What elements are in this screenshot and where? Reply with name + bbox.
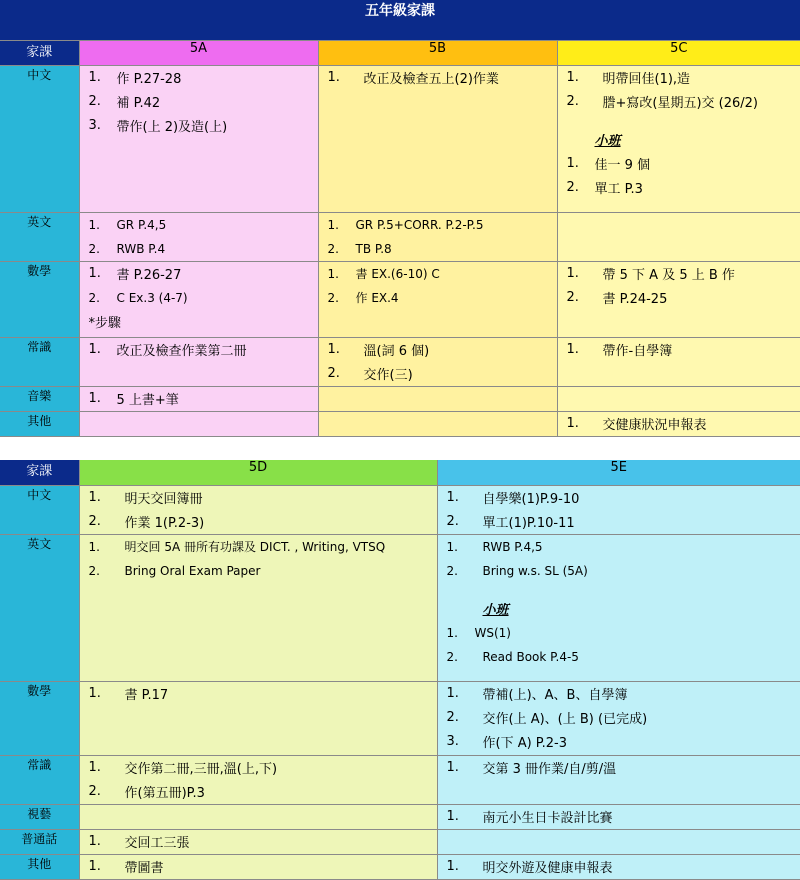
small-class-heading: 小班 <box>558 128 800 152</box>
item-text: 交健康狀況申報表 <box>603 414 800 433</box>
table-row <box>0 681 800 755</box>
item-number: 1. <box>438 490 483 505</box>
item-text: 作業 1(P.2-3) <box>125 512 437 531</box>
list-item <box>558 152 800 176</box>
item-text: 交作(三) <box>364 364 557 383</box>
item-text: 帶作(上 2)及造(上) <box>117 116 318 135</box>
item-text: Bring Oral Exam Paper <box>125 564 437 578</box>
item-text: 單工(1)P.10-11 <box>483 512 800 531</box>
math-note: *步驟 <box>80 310 318 334</box>
item-number: 2. <box>438 564 483 578</box>
table-row <box>0 755 800 804</box>
item-number: 1. <box>80 859 125 874</box>
list-item <box>438 855 800 879</box>
item-text: 明帶回佳(1),造 <box>603 68 800 87</box>
item-number: 1. <box>80 834 125 849</box>
item-text: 帶圖書 <box>125 857 437 876</box>
cell-5a-gs <box>79 337 318 386</box>
list-item <box>80 486 437 510</box>
list-item <box>80 90 318 114</box>
table-row <box>0 386 800 411</box>
column-header-5c: 5C <box>557 40 800 65</box>
item-text: Read Book P.4-5 <box>483 650 800 664</box>
item-number: 1. <box>558 70 603 85</box>
subject-label: 數學 <box>0 681 79 755</box>
small-class-heading: 小班 <box>438 597 800 621</box>
item-number: 1. <box>80 218 117 232</box>
list-item <box>80 780 437 804</box>
list-item <box>438 730 800 754</box>
item-text: 5 上書+筆 <box>117 389 318 408</box>
column-header-5d: 5D <box>79 460 437 485</box>
table-row <box>0 829 800 854</box>
item-number: 1. <box>80 266 117 281</box>
list-item <box>438 510 800 534</box>
subject-label: 英文 <box>0 212 79 261</box>
item-number: 3. <box>438 734 483 749</box>
item-number: 1. <box>80 70 117 85</box>
cell-5e-math <box>437 681 800 755</box>
cell-5d-english <box>79 534 437 681</box>
list-item <box>80 286 318 310</box>
list-item <box>319 213 557 237</box>
list-item <box>80 855 437 879</box>
table-row <box>0 534 800 681</box>
item-text: 改正及檢查作業第二冊 <box>117 340 318 359</box>
item-text: 自學樂(1)P.9-10 <box>483 488 800 507</box>
cell-5b-music <box>318 386 557 411</box>
cell-5a-math <box>79 261 318 337</box>
cell-5b-other <box>318 411 557 436</box>
cell-5c-music <box>557 386 800 411</box>
list-item <box>438 756 800 780</box>
item-text: WS(1) <box>475 626 800 640</box>
item-text: Bring w.s. SL (5A) <box>483 564 800 578</box>
item-number: 2. <box>80 242 117 256</box>
cell-5c-gs <box>557 337 800 386</box>
subject-label: 常識 <box>0 337 79 386</box>
cell-5c-other <box>557 411 800 436</box>
subject-label: 英文 <box>0 534 79 681</box>
item-text: 帶 5 下 A 及 5 上 B 作 <box>603 264 800 283</box>
item-number: 1. <box>319 267 356 281</box>
table-row <box>0 212 800 261</box>
column-header-5e: 5E <box>437 460 800 485</box>
cell-5e-chinese <box>437 485 800 534</box>
item-text: RWB P.4,5 <box>483 540 800 554</box>
list-item <box>438 805 800 829</box>
item-text: 書 P.26-27 <box>117 264 318 283</box>
item-number: 2. <box>80 514 125 529</box>
cell-5d-other <box>79 854 437 879</box>
cell-5d-putonghua <box>79 829 437 854</box>
cell-5a-chinese <box>79 65 318 212</box>
item-text: 補 P.42 <box>117 92 318 111</box>
list-item <box>558 262 800 286</box>
cell-5d-chinese <box>79 485 437 534</box>
subject-label: 中文 <box>0 485 79 534</box>
cell-5b-math <box>318 261 557 337</box>
item-number: 2. <box>319 366 364 381</box>
item-number: 1. <box>80 760 125 775</box>
list-item <box>80 338 318 362</box>
list-item <box>80 510 437 534</box>
item-text: TB P.8 <box>356 242 557 256</box>
subject-label: 中文 <box>0 65 79 212</box>
table-row <box>0 854 800 879</box>
list-item <box>438 645 800 669</box>
homework-table-2 <box>0 460 800 880</box>
item-number: 2. <box>80 291 117 305</box>
item-text: 作 EX.4 <box>356 289 557 306</box>
column-header-5b: 5B <box>318 40 557 65</box>
list-item <box>80 682 437 706</box>
item-number: 1. <box>80 342 117 357</box>
subject-label: 普通話 <box>0 829 79 854</box>
list-item <box>558 90 800 114</box>
list-item <box>319 362 557 386</box>
list-item <box>319 66 557 90</box>
item-number: 1. <box>558 342 603 357</box>
list-item <box>558 412 800 436</box>
cell-5b-english <box>318 212 557 261</box>
subject-label: 數學 <box>0 261 79 337</box>
list-item <box>558 286 800 310</box>
list-item <box>438 706 800 730</box>
item-text: 書 P.17 <box>125 684 437 703</box>
item-text: 改正及檢查五上(2)作業 <box>364 68 557 87</box>
list-item <box>558 176 800 200</box>
list-item <box>80 262 318 286</box>
cell-5c-chinese <box>557 65 800 212</box>
item-text: 單工 P.3 <box>595 178 800 197</box>
subject-label: 音樂 <box>0 386 79 411</box>
cell-5b-chinese <box>318 65 557 212</box>
item-number: 2. <box>438 650 483 664</box>
table-row <box>0 411 800 436</box>
item-number: 2. <box>80 784 125 799</box>
cell-5b-gs <box>318 337 557 386</box>
list-item <box>438 559 800 583</box>
cell-5d-art <box>79 804 437 829</box>
cell-5d-math <box>79 681 437 755</box>
item-number: 2. <box>80 564 125 578</box>
list-item <box>80 237 318 261</box>
item-text: 書 P.24-25 <box>603 288 800 307</box>
subject-label: 其他 <box>0 411 79 436</box>
homework-table-1 <box>0 0 800 437</box>
item-number: 2. <box>80 94 117 109</box>
item-number: 1. <box>80 540 125 554</box>
item-number: 1. <box>319 218 356 232</box>
list-item <box>438 621 800 645</box>
list-item <box>80 830 437 854</box>
cell-5d-gs <box>79 755 437 804</box>
item-text: 南元小生日卡設計比賽 <box>483 807 800 826</box>
cell-5e-other <box>437 854 800 879</box>
column-header-subject: 家課 <box>0 460 79 485</box>
item-number: 3. <box>80 118 117 133</box>
list-item <box>80 66 318 90</box>
item-number: 2. <box>558 94 603 109</box>
item-number: 2. <box>558 180 595 195</box>
table-row <box>0 485 800 534</box>
cell-5a-music <box>79 386 318 411</box>
item-number: 1. <box>319 70 364 85</box>
item-number: 1. <box>438 809 483 824</box>
item-number: 1. <box>80 686 125 701</box>
item-number: 1. <box>438 859 483 874</box>
table-row <box>0 337 800 386</box>
cell-5e-english <box>437 534 800 681</box>
item-text: 謄+寫改(星期五)交 (26/2) <box>603 92 800 111</box>
item-number: 2. <box>438 514 483 529</box>
item-number: 1. <box>558 156 595 171</box>
item-text: 書 EX.(6-10) C <box>356 265 557 282</box>
item-number: 1. <box>438 686 483 701</box>
table-row <box>0 804 800 829</box>
item-text: 帶補(上)、A、B、自學簿 <box>483 684 800 703</box>
item-text: C Ex.3 (4-7) <box>117 291 318 305</box>
item-text: 佳一 9 個 <box>595 154 800 173</box>
subject-label: 其他 <box>0 854 79 879</box>
list-item <box>80 756 437 780</box>
cell-5e-art <box>437 804 800 829</box>
item-number: 2. <box>438 710 483 725</box>
list-item <box>319 237 557 261</box>
item-text: 作(第五冊)P.3 <box>125 782 437 801</box>
cell-5e-putonghua <box>437 829 800 854</box>
cell-5a-english <box>79 212 318 261</box>
list-item <box>80 559 437 583</box>
list-item <box>438 682 800 706</box>
item-number: 1. <box>319 342 364 357</box>
item-number: 2. <box>319 242 356 256</box>
item-number: 2. <box>558 290 603 305</box>
item-number: 1. <box>438 540 483 554</box>
list-item <box>438 535 800 559</box>
item-number: 1. <box>80 391 117 406</box>
list-item <box>319 262 557 286</box>
item-number: 2. <box>319 291 356 305</box>
column-header-subject: 家課 <box>0 40 79 65</box>
item-text: 作(下 A) P.2-3 <box>483 732 800 751</box>
cell-5a-other <box>79 411 318 436</box>
item-text: 明天交回簿冊 <box>125 488 437 507</box>
item-text: 帶作-自學簿 <box>603 340 800 359</box>
list-item <box>80 535 437 559</box>
list-item <box>80 213 318 237</box>
item-text: 溫(詞 6 個) <box>364 340 557 359</box>
item-text: 交作第二冊,三冊,溫(上,下) <box>125 758 437 777</box>
page-title: 五年級家課 <box>0 0 800 40</box>
table-row <box>0 65 800 212</box>
list-item <box>80 114 318 138</box>
item-text: RWB P.4 <box>117 242 318 256</box>
cell-5c-math <box>557 261 800 337</box>
item-text: 交作(上 A)、(上 B) (已完成) <box>483 708 800 727</box>
item-text: GR P.4,5 <box>117 218 318 232</box>
list-item <box>319 286 557 310</box>
item-text: 交第 3 冊作業/自/剪/溫 <box>483 758 800 777</box>
subject-label: 常識 <box>0 755 79 804</box>
item-text: 明交外遊及健康申報表 <box>483 857 800 876</box>
list-item <box>438 486 800 510</box>
item-text: 交回工三張 <box>125 832 437 851</box>
item-text: 作 P.27-28 <box>117 68 318 87</box>
item-number: 1. <box>558 266 603 281</box>
cell-5c-english <box>557 212 800 261</box>
item-number: 1. <box>80 490 125 505</box>
item-text: GR P.5+CORR. P.2-P.5 <box>356 218 557 232</box>
cell-5e-gs <box>437 755 800 804</box>
subject-label: 視藝 <box>0 804 79 829</box>
column-header-5a: 5A <box>79 40 318 65</box>
list-item <box>319 338 557 362</box>
item-text: 明交回 5A 冊所有功課及 DICT. , Writing, VTSQ <box>125 538 437 555</box>
list-item <box>558 338 800 362</box>
list-item <box>80 387 318 411</box>
list-item <box>558 66 800 90</box>
table-row <box>0 261 800 337</box>
item-number: 1. <box>438 626 475 640</box>
item-number: 1. <box>438 760 483 775</box>
item-number: 1. <box>558 416 603 431</box>
